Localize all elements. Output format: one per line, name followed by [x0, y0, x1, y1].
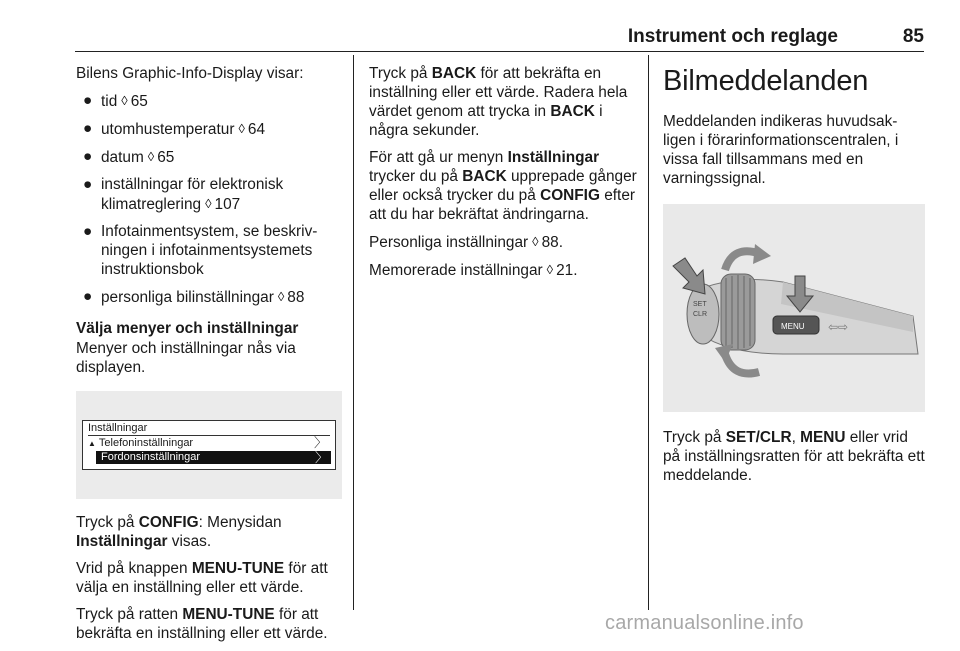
display-screenshot-figure: [76, 391, 342, 499]
chevron-right-icon: 〉: [314, 450, 328, 465]
set-label: SET: [693, 301, 707, 308]
paragraph: Tryck på ratten MENU-TUNE för att bekräfta en inställning eller ett värde.: [76, 606, 328, 642]
page-reference[interactable]: 65: [157, 149, 175, 166]
column-divider: [648, 55, 649, 610]
display-title: Inställningar: [88, 422, 148, 434]
column-divider: [353, 55, 354, 610]
list-item: [76, 147, 344, 167]
list-item-text: tid: [101, 93, 118, 110]
page-reference-icon: ◊: [205, 196, 212, 211]
bullet-icon: ●: [83, 92, 93, 109]
list-item: [76, 119, 344, 139]
page-reference-icon: ◊: [532, 234, 539, 249]
paragraph: För att gå ur menyn Inställningar trycker du på BACK upprepade gånger eller också trycker du på CONFIG efter att du har bekräftat ändringarna.: [369, 149, 637, 223]
bullet-icon: ●: [83, 148, 93, 165]
menu-label: MENU: [781, 322, 805, 331]
paragraph: Tryck på BACK för att bekräfta en inställning eller ett värde. Radera hela värdet genom att trycka in BACK i några sekunder.: [369, 65, 628, 139]
list-item-text: utomhustemperatur: [101, 121, 235, 138]
bullet-icon: ●: [83, 176, 93, 193]
paragraph: Tryck på CONFIG: Menysidan Inställningar visas.: [76, 514, 282, 550]
list-item-text: Infotainmentsystem, se beskriv-ningen i infotainmentsystemets instruktionsbok: [101, 223, 318, 278]
page-reference[interactable]: 64: [247, 121, 266, 138]
list-item: [76, 91, 344, 111]
subheading: Välja menyer och inställningar: [76, 320, 299, 337]
list-item-text: personliga bilinställningar: [101, 289, 274, 306]
bullet-icon: ●: [83, 223, 93, 240]
paragraph: Tryck på SET/CLR, MENU eller vrid på inställningsratten för att bekräfta ett meddelande.: [663, 429, 925, 484]
display-divider: [88, 435, 330, 436]
paragraph: Menyer och inställningar nås via displayen.: [76, 340, 296, 376]
watermark: carmanualsonline.info: [605, 612, 804, 634]
display-menu-item-selected: Fordonsinställningar 〉: [96, 451, 331, 464]
paragraph: Meddelanden indikeras huvudsak-ligen i förarinformationscentralen, i vissa fall tillsammans med en varningssignal.: [663, 113, 899, 187]
page-reference-icon: ◊: [121, 93, 128, 108]
setting-ring: [721, 274, 755, 350]
clr-label: CLR: [693, 311, 708, 318]
paragraph: Vrid på knappen MENU-TUNE för att välja en inställning eller ett värde.: [76, 560, 328, 596]
bullet-icon: ●: [83, 288, 93, 305]
page-reference-icon: ◊: [546, 262, 554, 277]
steering-lever-illustration: [663, 204, 925, 412]
rotate-arrow-icon: [725, 354, 759, 374]
header-title: Instrument och reglage: [627, 26, 838, 47]
intro-text: Bilens Graphic-Info-Display visar:: [76, 65, 304, 82]
bullet-icon: ●: [83, 120, 93, 137]
paragraph: Personliga inställningar ◊ 88.: [369, 234, 563, 251]
page-reference[interactable]: 88: [287, 289, 305, 306]
page-reference-icon: ◊: [238, 121, 245, 136]
list-item: [76, 175, 344, 214]
page-reference[interactable]: 107: [214, 196, 241, 213]
column-2: [369, 64, 639, 288]
page-number: 85: [902, 26, 924, 47]
display-menu-item: ▲ Telefoninställningar: [88, 437, 194, 449]
list-item-text: inställningar för elektronisk klimatreglering: [101, 176, 284, 213]
column-3: [663, 64, 925, 493]
steering-lever-figure: [663, 204, 925, 412]
list-item: [76, 287, 344, 307]
list-item-text: datum: [101, 149, 144, 166]
chevron-right-icon: 〉: [313, 435, 327, 450]
page-reference-icon: ◊: [147, 149, 155, 164]
page-reference[interactable]: 88.: [541, 234, 563, 251]
page-reference[interactable]: 65: [130, 93, 148, 110]
header-rule: [75, 51, 924, 52]
page-reference-icon: ◊: [277, 289, 285, 304]
paragraph: Memorerade inställningar ◊ 21.: [369, 262, 578, 279]
triangle-up-icon: ▲: [88, 439, 96, 448]
display-panel: [82, 420, 336, 470]
display-items-list: [76, 91, 344, 307]
section-heading: Bilmeddelanden: [663, 65, 869, 97]
list-item: [76, 222, 344, 279]
page-reference[interactable]: 21.: [556, 262, 578, 279]
arrows-icon: ⇦⇨: [828, 320, 849, 334]
press-arrow-icon: [673, 258, 705, 294]
column-1: [76, 64, 344, 651]
